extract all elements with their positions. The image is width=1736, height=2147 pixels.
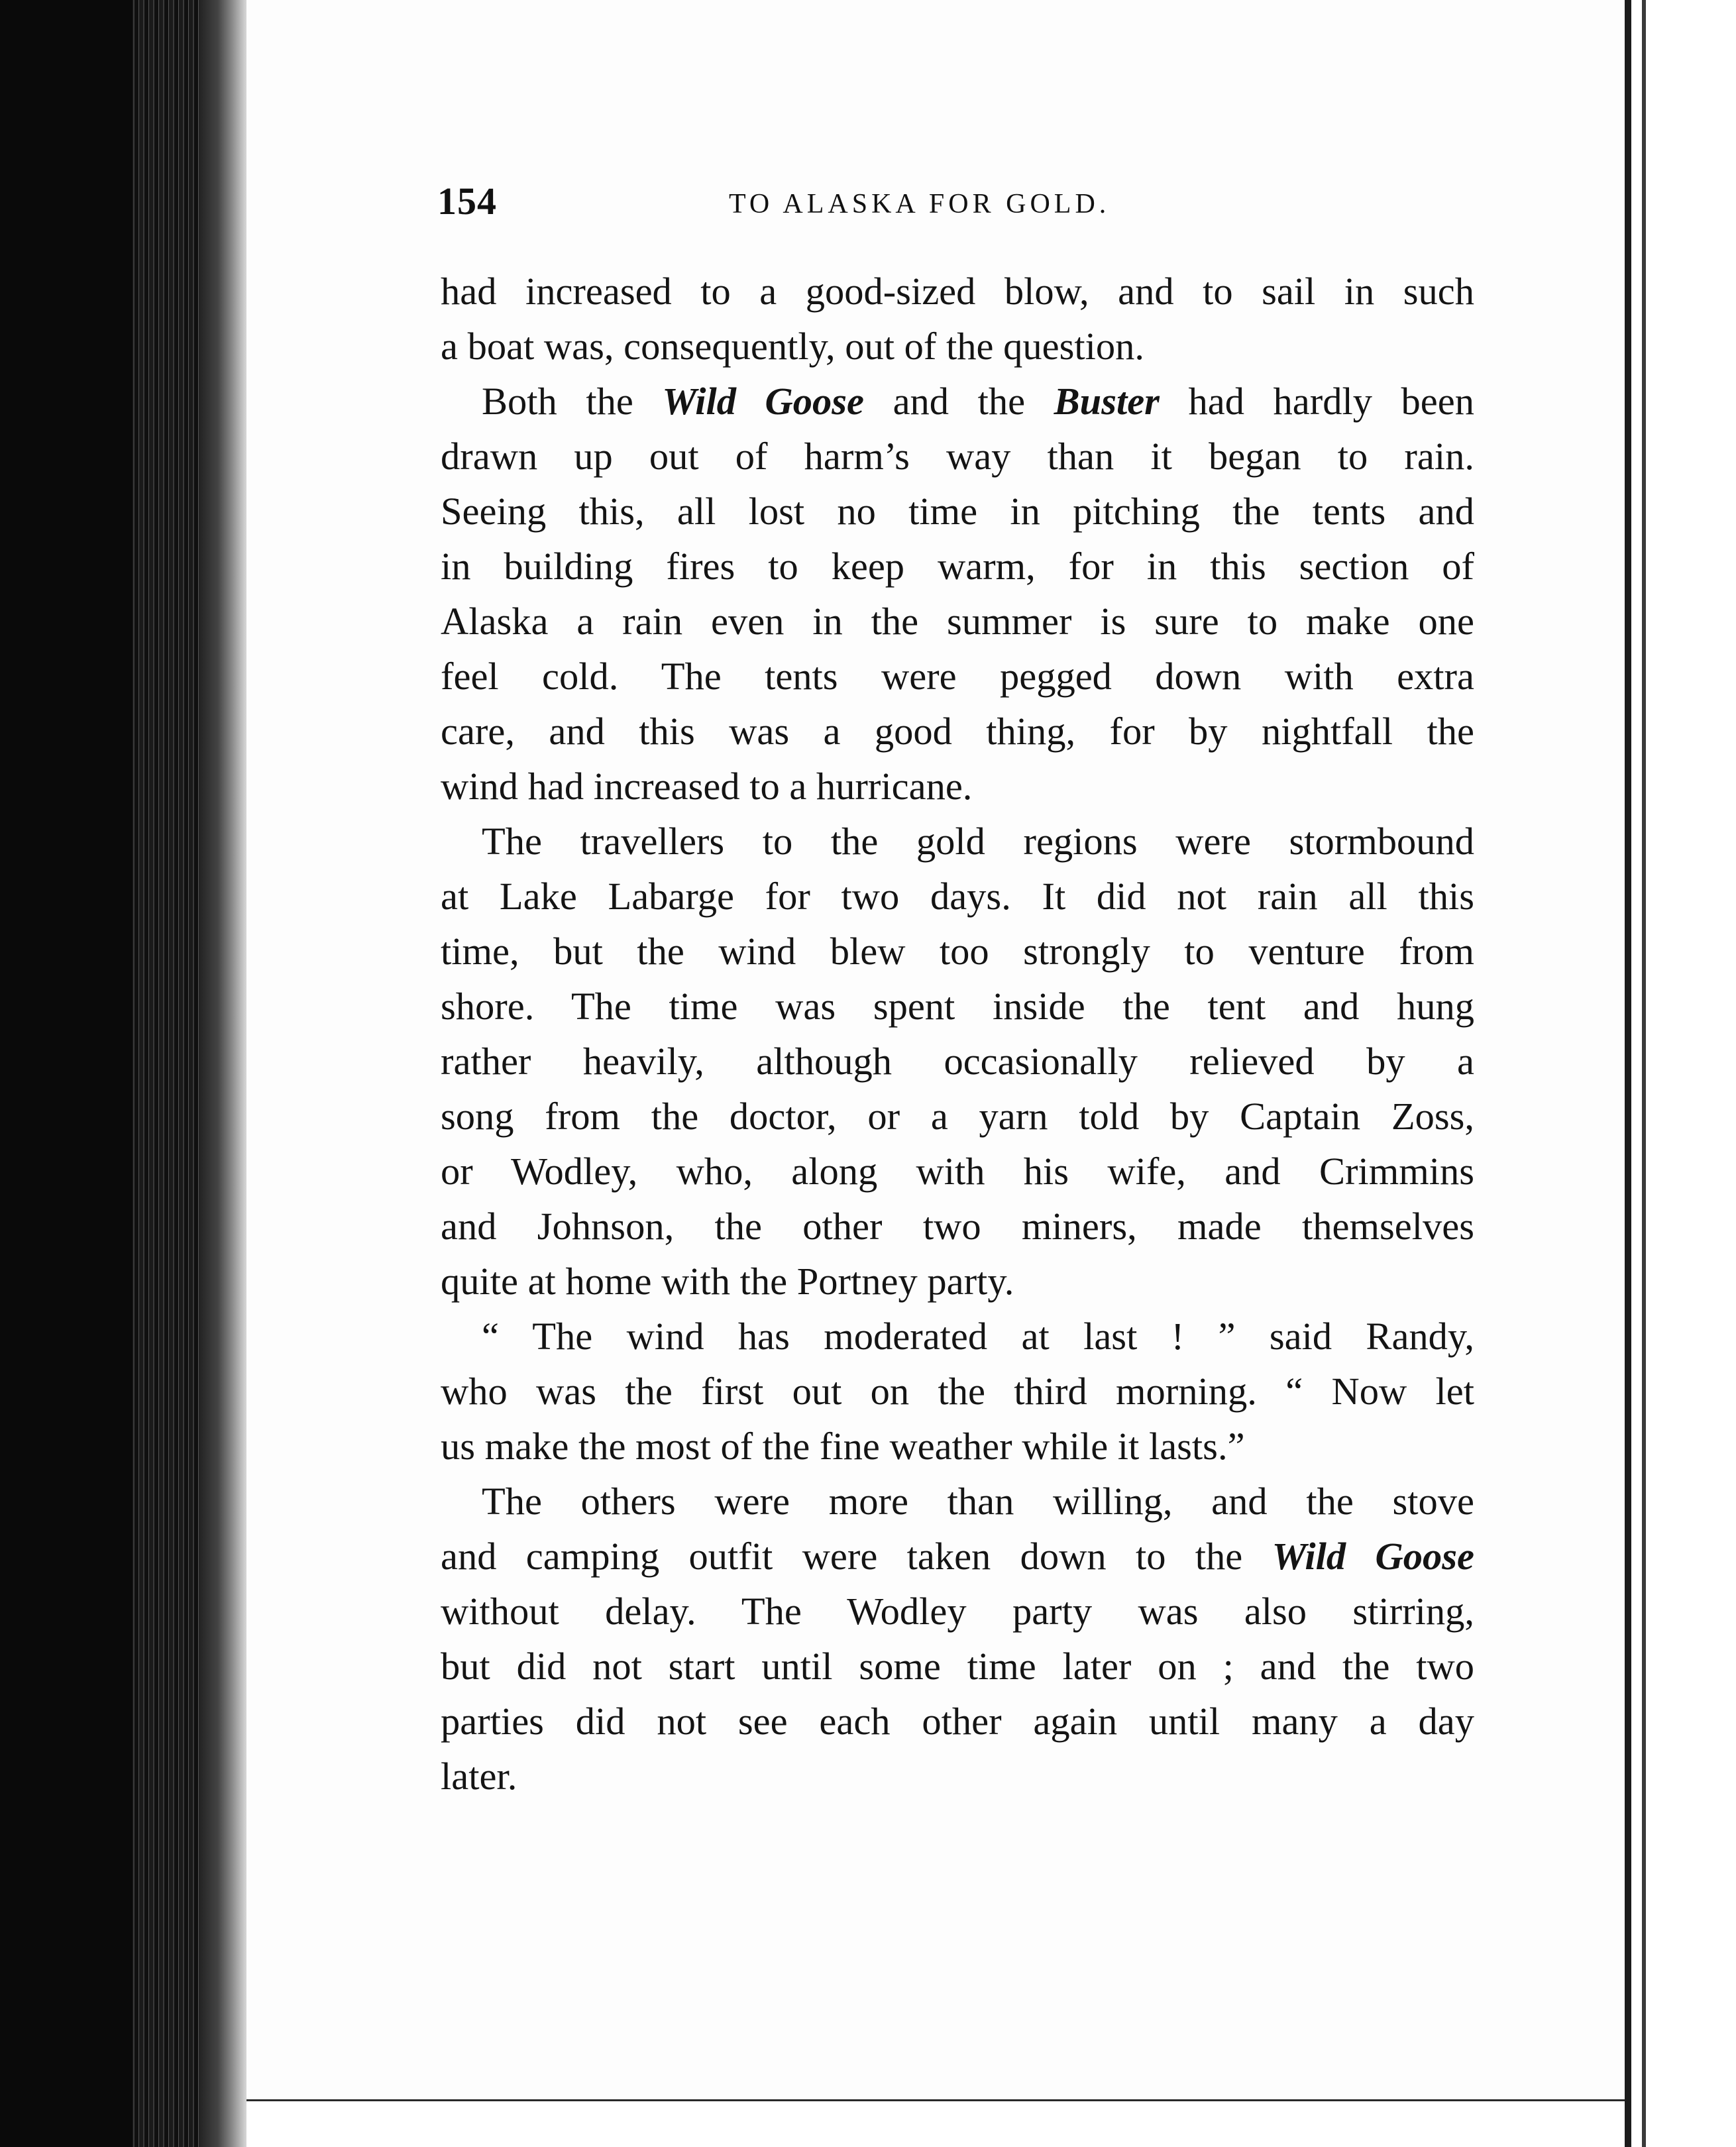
text-line: us make the most of the fine weather while it lasts.”: [441, 1425, 1245, 1468]
text-line: but did not start until some time later on ; and the two: [441, 1645, 1474, 1688]
text-line: wind had increased to a hurricane.: [441, 765, 973, 808]
text-line: drawn up out of harm’s way than it began to rain.: [441, 435, 1474, 478]
page-bottom-edge: [246, 2099, 1625, 2147]
text-line: later.: [441, 1755, 517, 1798]
book-spine-shadow: [0, 0, 133, 2147]
text-line: rather heavily, although occasionally relieved by a: [441, 1040, 1474, 1083]
running-head: [437, 179, 1484, 239]
text-line: or Wodley, who, along with his wife, and Crimmins: [441, 1150, 1474, 1193]
text-line: quite at home with the Portney party.: [441, 1260, 1014, 1303]
right-page-edge: [1625, 0, 1631, 2147]
text-line: at Lake Labarge for two days. It did not rain all this: [441, 875, 1474, 918]
body-text: [441, 264, 1474, 1804]
right-margin: [1646, 0, 1736, 2147]
text-line: “ The wind has moderated at last ! ” said Randy,: [482, 1315, 1474, 1358]
text-line: and camping outfit were taken down to the Wild Goose: [441, 1535, 1474, 1578]
text-line: in building fires to keep warm, for in this section of: [441, 545, 1474, 588]
text-line: The others were more than willing, and the stove: [482, 1480, 1474, 1523]
text-line: who was the first out on the third morning. “ Now let: [441, 1370, 1474, 1413]
ship-name: Wild Goose: [1272, 1535, 1474, 1578]
text-line: time, but the wind blew too strongly to venture from: [441, 930, 1474, 973]
text-line: parties did not see each other again until many a day: [441, 1700, 1474, 1743]
text-line: Alaska a rain even in the summer is sure to make one: [441, 600, 1474, 643]
page-gutter-shadow: [199, 0, 246, 2147]
running-title: TO ALASKA FOR GOLD.: [729, 189, 1111, 219]
text-line: and Johnson, the other two miners, made themselves: [441, 1205, 1474, 1248]
ship-name: Wild Goose: [662, 380, 865, 423]
page-number: 154: [437, 180, 497, 223]
text-line: care, and this was a good thing, for by nightfall the: [441, 710, 1474, 753]
text-line: feel cold. The tents were pegged down with extra: [441, 655, 1474, 698]
text-line: shore. The time was spent inside the tent and hung: [441, 985, 1474, 1028]
text-line: Seeing this, all lost no time in pitching the tents and: [441, 490, 1474, 533]
ship-name: Buster: [1054, 380, 1160, 423]
text-line: The travellers to the gold regions were stormbound: [482, 820, 1474, 863]
text-line: Both the Wild Goose and the Buster had hardly been: [482, 380, 1474, 423]
text-line: without delay. The Wodley party was also stirring,: [441, 1590, 1474, 1633]
text-line: had increased to a good-sized blow, and to sail in such: [441, 270, 1474, 313]
text-line: a boat was, consequently, out of the question.: [441, 325, 1144, 368]
text-line: song from the doctor, or a yarn told by Captain Zoss,: [441, 1095, 1474, 1138]
